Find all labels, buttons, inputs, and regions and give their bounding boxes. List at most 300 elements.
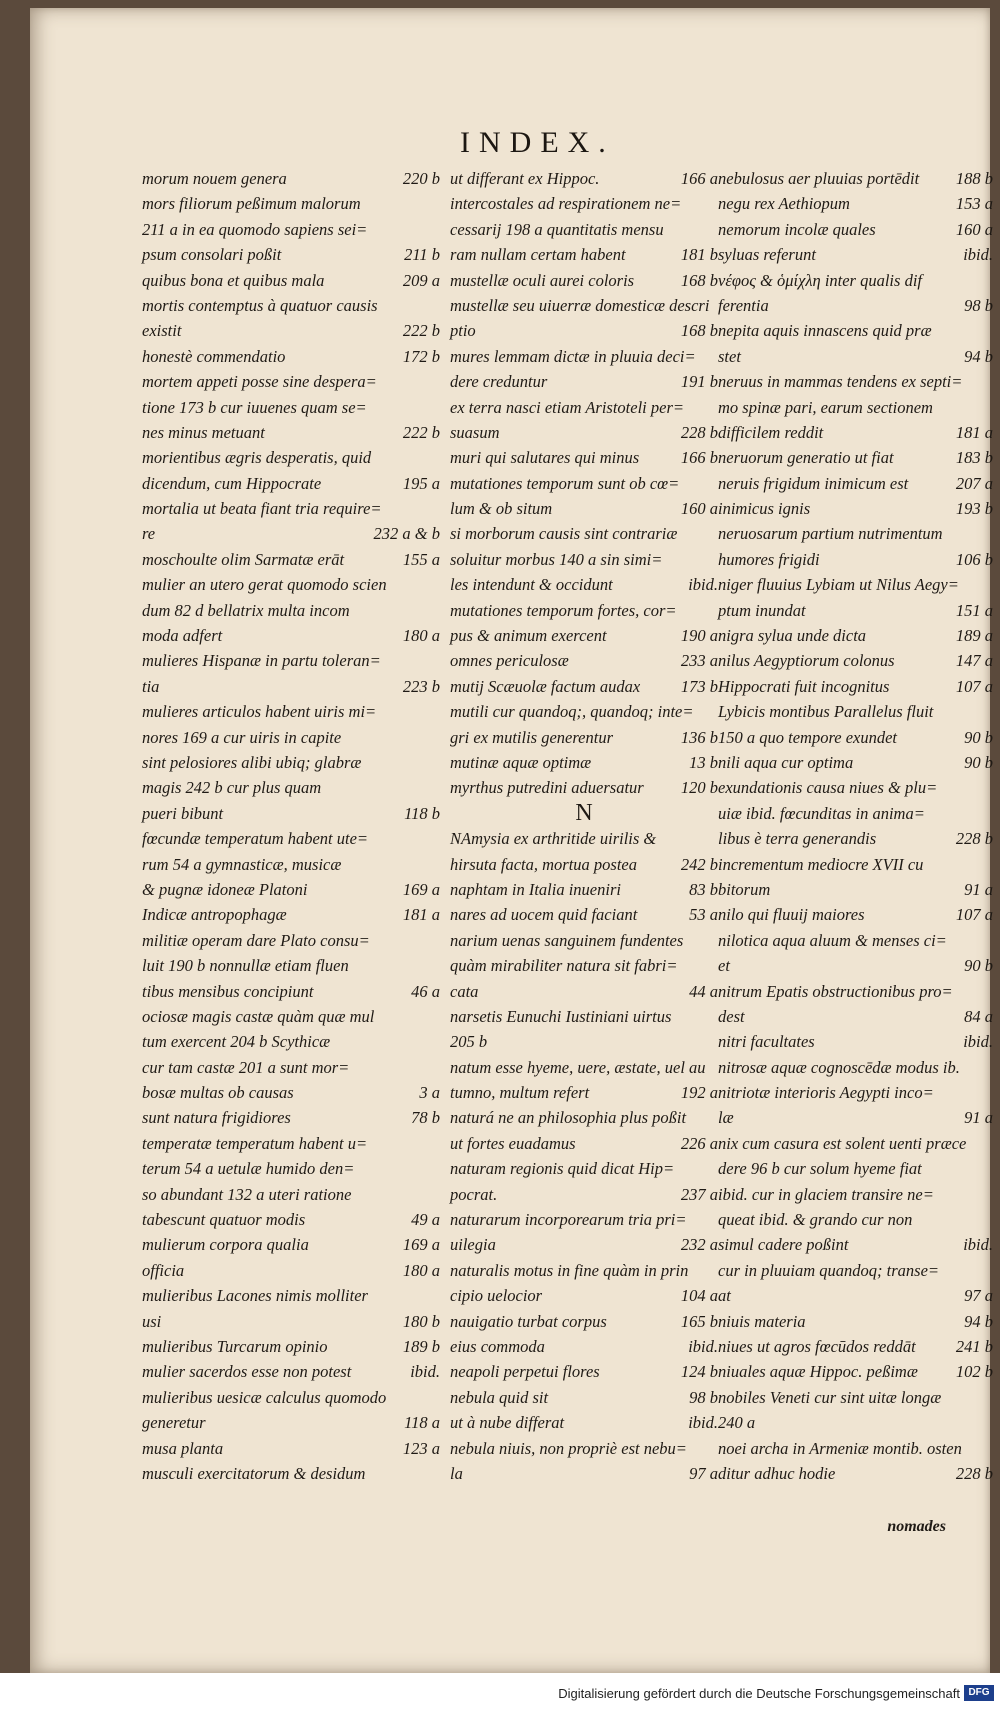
- index-entry: [450, 191, 718, 216]
- index-entry-page-ref: 118 b: [404, 803, 440, 823]
- index-entry-text: mulieribus Lacones nimis molliter: [142, 1286, 368, 1306]
- index-entry: [450, 1207, 718, 1232]
- index-entry-text: nares ad uocem quid faciant: [450, 905, 638, 925]
- index-entry: [450, 852, 718, 877]
- index-entry-text: musa planta: [142, 1438, 224, 1458]
- index-entry: [142, 1309, 440, 1334]
- index-entry-text: ociosæ magis castæ quàm quæ mul: [142, 1006, 375, 1026]
- index-entry-text: nebulosus aer pluuias portēdit: [718, 169, 920, 188]
- index-entry: [718, 1029, 993, 1054]
- index-entry-page-ref: 195 a: [402, 473, 440, 493]
- index-entry: [718, 420, 993, 445]
- index-entry-page-ref: 46 a: [411, 981, 440, 1001]
- index-entry: [718, 1309, 993, 1334]
- index-entry-text: nepita aquis innascens quid præ: [718, 321, 932, 341]
- index-entry-page-ref: 165 b: [680, 1311, 718, 1331]
- index-entry-page-ref: 222 b: [402, 321, 440, 341]
- index-entry: [142, 1359, 440, 1384]
- index-entry: [450, 420, 718, 445]
- index-entry-text: dere 96 b cur solum hyeme fiat: [718, 1159, 922, 1179]
- index-column-3: [718, 166, 993, 1486]
- index-entry-text: tumno, multum refert: [450, 1083, 590, 1103]
- index-entry: [450, 1004, 718, 1029]
- index-entry-page-ref: 181 b: [680, 245, 718, 265]
- index-entry-page-ref: 228 b: [680, 422, 718, 442]
- index-entry: [718, 801, 993, 826]
- index-entry-text: negu rex Aethiopum: [718, 194, 850, 214]
- index-entry: [142, 242, 440, 267]
- index-entry: [142, 775, 440, 800]
- index-entry: [142, 1410, 440, 1435]
- index-entry-page-ref: 190 a: [680, 626, 718, 646]
- index-entry-page-ref: 153 a: [955, 194, 993, 214]
- index-entry: [142, 217, 440, 242]
- index-entry-page-ref: 211 b: [404, 245, 440, 265]
- index-entry: [450, 928, 718, 953]
- index-entry-text: ut fortes euadamus: [450, 1133, 576, 1153]
- index-entry-page-ref: 13 b: [689, 752, 718, 772]
- index-entry: [142, 699, 440, 724]
- index-entry-text: exundationis causa niues & plu=: [718, 778, 938, 798]
- index-entry: [450, 242, 718, 267]
- index-entry-page-ref: 160 a: [680, 499, 718, 519]
- index-entry-text: uilegia: [450, 1235, 496, 1255]
- index-entry: [718, 1232, 993, 1257]
- index-entry: [142, 928, 440, 953]
- section-heading-n: N: [575, 799, 593, 826]
- index-entry: [718, 344, 993, 369]
- index-entry-page-ref: 155 a: [402, 549, 440, 569]
- index-entry-text: Hippocrati fuit incognitus: [718, 676, 890, 696]
- index-entry-text: lum & ob situm: [450, 499, 553, 519]
- index-entry-text: uiæ ibid. fœcunditas in anima=: [718, 803, 925, 823]
- index-entry: [142, 852, 440, 877]
- index-entry-text: ex terra nasci etiam Aristoteli per=: [450, 397, 685, 417]
- index-entry: [718, 395, 993, 420]
- index-entry: [718, 775, 993, 800]
- index-entry: [450, 344, 718, 369]
- index-entry-page-ref: 151 a: [955, 600, 993, 620]
- index-entry: [718, 1334, 993, 1359]
- index-entry-page-ref: 172 b: [402, 346, 440, 366]
- index-entry: [450, 395, 718, 420]
- index-entry-text: narium uenas sanguinem fundentes: [450, 930, 684, 950]
- index-entry-text: nitriotæ interioris Aegypti inco=: [718, 1083, 934, 1103]
- index-entry: [718, 1410, 993, 1435]
- index-entry-text: Indicæ antropophagæ: [142, 905, 287, 925]
- index-entry-page-ref: 192 a: [680, 1083, 718, 1103]
- index-entry-text: mortalia ut beata fiant tria require=: [142, 499, 382, 519]
- index-entry-text: honestè commendatio: [142, 346, 286, 366]
- index-entry: [142, 623, 440, 648]
- index-entry-text: si morborum causis sint contrariæ: [450, 524, 678, 544]
- index-entry: [718, 598, 993, 623]
- index-entry-text: militiæ operam dare Plato consu=: [142, 930, 370, 950]
- index-entry-text: neruorum generatio ut fiat: [718, 448, 894, 468]
- index-entry: [142, 1461, 440, 1486]
- index-entry-page-ref: 166 a: [680, 169, 718, 188]
- footer-text: Digitalisierung gefördert durch die Deutsche Forschungsgemeinschaft: [558, 1686, 960, 1701]
- index-entry: [450, 547, 718, 572]
- index-entry: [142, 496, 440, 521]
- index-entry-text: 240 a: [718, 1413, 756, 1433]
- index-entry-text: cur in pluuiam quandoq; transe=: [718, 1260, 940, 1280]
- index-entry-text: nemorum incolæ quales: [718, 219, 876, 239]
- index-entry-page-ref: 191 b: [680, 372, 718, 392]
- index-entry: [450, 1385, 718, 1410]
- index-entry: [718, 953, 993, 978]
- index-entry-text: les intendunt & occidunt: [450, 575, 613, 595]
- index-entry-page-ref: 168 b: [680, 270, 718, 290]
- index-entry-page-ref: 237 a: [680, 1184, 718, 1204]
- index-entry-text: et: [718, 956, 730, 976]
- index-entry-text: eius commoda: [450, 1336, 545, 1356]
- index-entry-page-ref: ibid.: [963, 1235, 993, 1255]
- index-entry-page-ref: 160 a: [955, 219, 993, 239]
- index-entry: [450, 572, 718, 597]
- index-entry: [718, 1055, 993, 1080]
- index-entry: [450, 623, 718, 648]
- index-entry-text: læ: [718, 1108, 734, 1128]
- index-entry-page-ref: 228 b: [955, 1463, 993, 1483]
- index-entry-text: existit: [142, 321, 182, 341]
- index-entry-text: neruosarum partium nutrimentum: [718, 524, 943, 544]
- index-entry-text: nores 169 a cur uiris in capite: [142, 727, 342, 747]
- index-entry-page-ref: 241 b: [955, 1336, 993, 1356]
- index-entry: [142, 1156, 440, 1181]
- index-entry: [142, 293, 440, 318]
- index-entry: [718, 699, 993, 724]
- index-entry: [450, 369, 718, 394]
- index-entry-text: fœcundæ temperatum habent ute=: [142, 829, 369, 849]
- index-entry-text: niues ut agros fœcūdos reddāt: [718, 1336, 916, 1356]
- index-entry: [718, 852, 993, 877]
- index-entry-page-ref: 104 a: [680, 1286, 718, 1306]
- index-entry-page-ref: 97 a: [689, 1463, 718, 1483]
- index-entry: [142, 547, 440, 572]
- index-entry: [450, 598, 718, 623]
- index-entry-page-ref: 102 b: [955, 1362, 993, 1382]
- index-entry-text: rum 54 a gymnasticæ, musicæ: [142, 854, 342, 874]
- index-entry-text: mors filiorum peßimum malorum: [142, 194, 361, 214]
- index-entry-text: tabescunt quatuor modis: [142, 1210, 306, 1230]
- index-entry: [142, 953, 440, 978]
- index-entry: [142, 826, 440, 851]
- index-entry-text: difficilem reddit: [718, 422, 824, 442]
- index-entry-page-ref: 98 b: [689, 1387, 718, 1407]
- index-entry-text: ferentia: [718, 295, 769, 315]
- index-entry-text: moda adfert: [142, 626, 223, 646]
- index-entry-text: ram nullam certam habent: [450, 245, 626, 265]
- index-entry-page-ref: 49 a: [411, 1210, 440, 1230]
- index-entry: [718, 1004, 993, 1029]
- index-entry: [142, 344, 440, 369]
- index-entry-text: simul cadere poßint: [718, 1235, 849, 1255]
- index-entry-text: sunt natura frigidiores: [142, 1108, 291, 1128]
- index-entry-text: naturam regionis quid dicat Hip=: [450, 1159, 675, 1179]
- index-entry-page-ref: 84 a: [964, 1006, 993, 1026]
- index-entry-text: la: [450, 1463, 463, 1483]
- index-entry-text: mustellæ seu uiuerræ domesticæ descri: [450, 295, 710, 315]
- index-entry: [718, 979, 993, 1004]
- index-entry-text: noei archa in Armeniæ montib. osten: [718, 1438, 962, 1458]
- index-entry-page-ref: 223 b: [402, 676, 440, 696]
- index-entry-text: pus & animum exercent: [450, 626, 607, 646]
- index-entry: [450, 699, 718, 724]
- index-entry-page-ref: 147 a: [955, 651, 993, 671]
- index-entry: [142, 420, 440, 445]
- index-entry-page-ref: 94 b: [964, 346, 993, 366]
- index-entry: [718, 648, 993, 673]
- index-entry-text: myrthus putredini aduersatur: [450, 778, 644, 798]
- index-entry-page-ref: 233 a: [680, 651, 718, 671]
- index-entry-text: musculi exercitatorum & desidum: [142, 1463, 366, 1483]
- index-entry-text: tum exercent 204 b Scythicæ: [142, 1032, 331, 1052]
- index-entry-text: magis 242 b cur plus quam: [142, 778, 322, 798]
- index-entry: [450, 1359, 718, 1384]
- index-entry-page-ref: ibid.: [688, 575, 718, 595]
- index-entry: [718, 191, 993, 216]
- index-entry: [450, 1080, 718, 1105]
- index-entry-text: dum 82 d bellatrix multa incom: [142, 600, 350, 620]
- index-entry: [718, 521, 993, 546]
- index-entry-text: stet: [718, 346, 741, 366]
- index-entry-text: intercostales ad respirationem ne=: [450, 194, 682, 214]
- index-entry-page-ref: 183 b: [955, 448, 993, 468]
- index-entry: [142, 1029, 440, 1054]
- index-entry-page-ref: 136 b: [680, 727, 718, 747]
- index-entry-text: mortis contemptus à quatuor causis: [142, 295, 378, 315]
- index-entry-page-ref: 169 a: [402, 1235, 440, 1255]
- index-entry-text: mulier an utero gerat quomodo scien: [142, 575, 387, 595]
- index-entry: [718, 1461, 993, 1486]
- index-entry: [718, 547, 993, 572]
- index-entry-text: sint pelosiores alibi ubiq; glabræ: [142, 752, 362, 772]
- index-entry-page-ref: ibid.: [410, 1362, 440, 1382]
- index-entry-page-ref: 94 b: [964, 1311, 993, 1331]
- index-entry-text: cata: [450, 981, 479, 1001]
- index-entry-text: suasum: [450, 422, 500, 442]
- index-entry: [142, 801, 440, 826]
- index-entry: [450, 1029, 718, 1054]
- index-entry-text: gri ex mutilis generentur: [450, 727, 613, 747]
- index-entry-page-ref: 181 a: [402, 905, 440, 925]
- index-entry-text: nebula quid sit: [450, 1387, 549, 1407]
- index-entry-text: nigra sylua unde dicta: [718, 626, 867, 646]
- index-entry: [450, 674, 718, 699]
- index-entry-page-ref: 169 a: [402, 879, 440, 899]
- index-entry: [142, 1055, 440, 1080]
- index-entry-page-ref: 188 b: [955, 169, 993, 188]
- index-entry: [142, 1131, 440, 1156]
- index-entry-text: cipio uelocior: [450, 1286, 543, 1306]
- index-entry: [450, 496, 718, 521]
- index-entry-text: nili aqua cur optima: [718, 752, 854, 772]
- index-entry: [450, 1156, 718, 1181]
- index-entry-text: neruis frigidum inimicum est: [718, 473, 909, 493]
- index-entry-page-ref: 181 a: [955, 422, 993, 442]
- index-entry: [142, 1385, 440, 1410]
- index-entry-text: so abundant 132 a uteri ratione: [142, 1184, 352, 1204]
- index-entry-text: natum esse hyeme, uere, æstate, uel au: [450, 1057, 706, 1077]
- index-entry: [450, 775, 718, 800]
- index-entry-page-ref: 97 a: [964, 1286, 993, 1306]
- index-entry: [142, 648, 440, 673]
- index-entry-page-ref: 220 b: [402, 169, 440, 188]
- index-entry-text: nitri facultates: [718, 1032, 815, 1052]
- index-entry-page-ref: 180 b: [402, 1311, 440, 1331]
- index-entry-text: libus è terra generandis: [718, 829, 877, 849]
- index-entry-page-ref: 90 b: [964, 956, 993, 976]
- index-entry-page-ref: 226 a: [680, 1133, 718, 1153]
- index-entry: [718, 293, 993, 318]
- index-entry: [450, 1309, 718, 1334]
- index-entry-text: re: [142, 524, 156, 544]
- index-entry: [718, 1080, 993, 1105]
- index-entry: [142, 1207, 440, 1232]
- index-entry-text: narsetis Eunuchi Iustiniani uirtus: [450, 1006, 672, 1026]
- index-entry: [718, 750, 993, 775]
- index-entry: [142, 1258, 440, 1283]
- index-entry: [450, 1334, 718, 1359]
- index-entry: [718, 1156, 993, 1181]
- index-entry-text: generetur: [142, 1413, 206, 1433]
- index-entry-page-ref: 90 b: [964, 727, 993, 747]
- index-entry-text: nes minus metuant: [142, 422, 265, 442]
- index-entry-text: usi: [142, 1311, 162, 1331]
- footer-bar: [0, 1673, 1000, 1716]
- index-entry: [718, 1131, 993, 1156]
- index-entry-text: naturá ne an philosophia plus poßit: [450, 1108, 687, 1128]
- index-entry-text: moschoulte olim Sarmatæ erāt: [142, 549, 345, 569]
- index-entry-text: mulieribus uesicæ calculus quomodo: [142, 1387, 387, 1407]
- index-entry-text: ptum inundat: [718, 600, 806, 620]
- index-entry: [142, 166, 440, 191]
- index-entry-text: officia: [142, 1260, 185, 1280]
- index-entry: [718, 725, 993, 750]
- index-entry: [450, 1055, 718, 1080]
- index-entry-text: mures lemmam dictæ in pluuia deci=: [450, 346, 696, 366]
- index-entry-page-ref: 120 b: [680, 778, 718, 798]
- index-entry: [450, 1461, 718, 1486]
- index-entry-text: humores frigidi: [718, 549, 820, 569]
- index-entry: [450, 1182, 718, 1207]
- index-entry: [142, 902, 440, 927]
- index-entry: [718, 623, 993, 648]
- index-entry-page-ref: 83 b: [689, 879, 718, 899]
- index-entry: [718, 1283, 993, 1308]
- index-entry-text: at: [718, 1286, 731, 1306]
- index-entry: [450, 750, 718, 775]
- index-entry: [450, 953, 718, 978]
- index-entry-page-ref: 222 b: [402, 422, 440, 442]
- index-entry-text: nilus Aegyptiorum colonus: [718, 651, 895, 671]
- index-entry: [718, 902, 993, 927]
- index-entry-text: 150 a quo tempore exundet: [718, 727, 898, 747]
- index-entry-page-ref: ibid.: [688, 1413, 718, 1433]
- index-entry-text: bitorum: [718, 879, 771, 899]
- index-entry: [142, 750, 440, 775]
- index-entry-text: mulieribus Turcarum opinio: [142, 1336, 328, 1356]
- index-entry-text: soluitur morbus 140 a sin simi=: [450, 549, 663, 569]
- index-entry-text: omnes periculosæ: [450, 651, 569, 671]
- index-entry-page-ref: 207 a: [955, 473, 993, 493]
- index-entry-text: psum consolari poßit: [142, 245, 282, 265]
- index-entry-text: bosæ multas ob causas: [142, 1083, 294, 1103]
- index-entry: [718, 1436, 993, 1461]
- index-entry-text: mulieres Hispanæ in partu toleran=: [142, 651, 381, 671]
- index-entry: [450, 445, 718, 470]
- index-entry-text: inimicus ignis: [718, 499, 811, 519]
- index-entry-text: incrementum mediocre XVII cu: [718, 854, 924, 874]
- index-entry: [718, 369, 993, 394]
- index-entry-text: nilo qui fluuij maiores: [718, 905, 865, 925]
- index-entry-text: mulier sacerdos esse non potest: [142, 1362, 352, 1382]
- index-entry-text: tione 173 b cur iuuenes quam se=: [142, 397, 367, 417]
- index-entry-text: mulieres articulos habent uiris mi=: [142, 702, 377, 722]
- index-entry-page-ref: 180 a: [402, 1260, 440, 1280]
- index-entry: [718, 445, 993, 470]
- index-entry-page-ref: 189 a: [955, 626, 993, 646]
- index-entry-text: mulierum corpora qualia: [142, 1235, 309, 1255]
- index-entry-text: pocrat.: [450, 1184, 498, 1204]
- index-entry-page-ref: 189 b: [402, 1336, 440, 1356]
- index-entry-text: mutationes temporum sunt ob cœ=: [450, 473, 680, 493]
- index-entry: [450, 217, 718, 242]
- index-entry-text: νέφος & ὁμίχλη inter qualis dif: [718, 270, 922, 290]
- index-entry-page-ref: 98 b: [964, 295, 993, 315]
- index-entry-text: mustellæ oculi aurei coloris: [450, 270, 635, 290]
- index-entry-page-ref: 173 b: [680, 676, 718, 696]
- index-entry-text: pueri bibunt: [142, 803, 224, 823]
- index-entry-text: tibus mensibus concipiunt: [142, 981, 314, 1001]
- index-entry: [450, 1232, 718, 1257]
- index-entry-text: mo spinæ pari, earum sectionem: [718, 397, 933, 417]
- index-entry-page-ref: 91 a: [964, 1108, 993, 1128]
- index-entry: [450, 293, 718, 318]
- index-entry: [142, 268, 440, 293]
- index-entry-text: ut differant ex Hippoc.: [450, 169, 600, 188]
- index-entry: [142, 521, 440, 546]
- index-entry: [450, 1258, 718, 1283]
- index-entry-text: mutij Scæuolæ factum audax: [450, 676, 641, 696]
- index-entry: [450, 1105, 718, 1130]
- index-entry: [718, 471, 993, 496]
- index-entry-page-ref: 193 b: [955, 499, 993, 519]
- index-entry-page-ref: 168 b: [680, 321, 718, 341]
- index-entry: [142, 369, 440, 394]
- index-entry-text: morum nouem genera: [142, 169, 287, 188]
- index-entry-page-ref: 91 a: [964, 879, 993, 899]
- index-entry-page-ref: 124 b: [680, 1362, 718, 1382]
- index-entry: [718, 1105, 993, 1130]
- index-entry: [142, 725, 440, 750]
- index-entry-page-ref: 118 a: [404, 1413, 440, 1433]
- catchword: nomades: [887, 1518, 946, 1535]
- index-entry: [142, 1232, 440, 1257]
- index-entry-page-ref: 209 a: [402, 270, 440, 290]
- index-entry: [142, 1105, 440, 1130]
- index-entry-page-ref: 3 a: [419, 1083, 440, 1103]
- index-entry-text: cessarij 198 a quantitatis mensu: [450, 219, 664, 239]
- index-entry-text: mutationes temporum fortes, cor=: [450, 600, 677, 620]
- index-entry: [450, 471, 718, 496]
- index-entry-page-ref: ibid.: [963, 1032, 993, 1052]
- index-entry-page-ref: ibid.: [688, 1336, 718, 1356]
- index-entry: [718, 1359, 993, 1384]
- index-entry: [142, 1436, 440, 1461]
- index-entry: [450, 877, 718, 902]
